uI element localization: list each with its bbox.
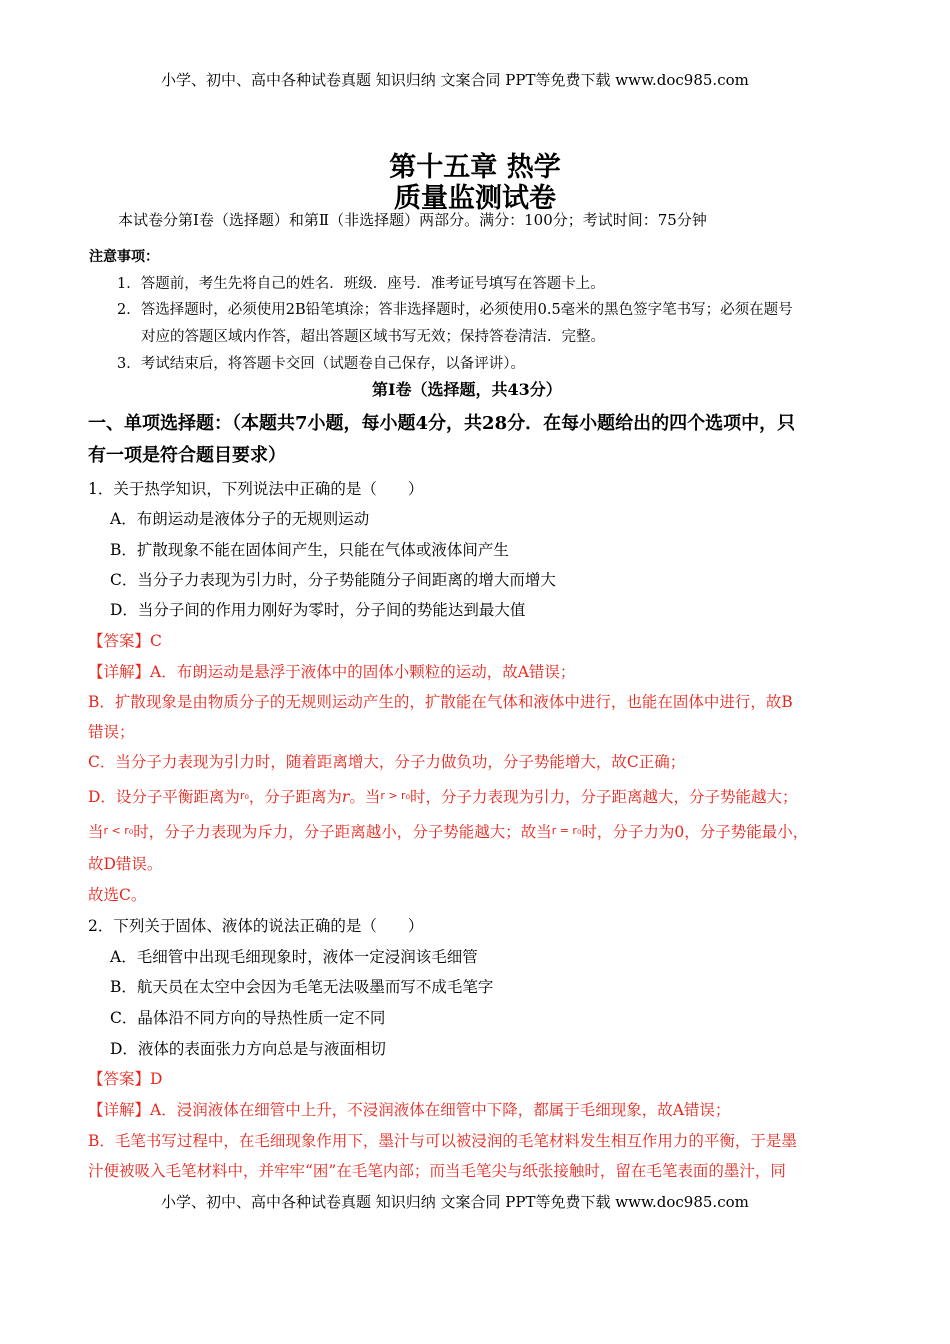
question-1-detail-c: C．当分子力表现为引力时，随着距离增大，分子力做负功，分子势能增大，故C正确； [88,753,686,771]
detail-label: 【详解】 [88,1101,151,1119]
exam-title: 第十五章 热学 [389,152,561,183]
question-2-detail-b: B．毛笔书写过程中，在毛细现象作用下，墨汁与可以被浸润的毛笔材料发生相互作用力的平衡，于是墨 [88,1132,797,1150]
detail-label: 【详解】 [88,663,151,681]
note-item: 1．答题前，考生先将自己的姓名．班级．座号．准考证号填写在答题卡上。 [117,276,605,292]
math-r-gt-r0: r > r₀ [380,789,410,802]
question-1-detail-d-end: 故D错误。 [88,855,163,873]
text-run: 。当 [349,788,381,806]
text-run: 当 [88,823,104,841]
note-item: 3．考试结束后，将答题卡交回（试题卷自己保存，以备评讲）。 [117,356,525,372]
part-heading-cont: 有一项是符合题目要求） [88,445,286,466]
math-r-lt-r0: r < r₀ [103,824,134,837]
question-1-detail-b: B．扩散现象是由物质分子的无规则运动产生的，扩散能在气体和液体中进行，也能在固体中进行，故B [88,693,793,711]
question-2-option-b: B．航天员在太空中会因为毛笔无法吸墨而写不成毛笔字 [110,978,494,996]
detail-text: A．布朗运动是悬浮于液体中的固体小颗粒的运动，故A错误； [150,663,576,681]
question-1-option-b: B．扩散现象不能在固体间产生，只能在气体或液体间产生 [110,541,509,559]
question-1-option-a: A．布朗运动是液体分子的无规则运动 [110,510,370,528]
question-2-detail [88,1098,730,1120]
page-footer: 小学、初中、高中各种试卷真题 知识归纳 文案合同 PPT等免费下载 www.doc985.com [161,1193,749,1211]
text-run: D．设分子平衡距离为 [88,788,240,806]
question-2-answer: 【答案】D [88,1070,163,1088]
section-heading: 第Ⅰ卷（选择题，共43分） [372,380,562,399]
question-1-detail [88,660,575,682]
question-1-detail-d [88,785,798,807]
question-2-option-d: D．液体的表面张力方向总是与液面相切 [110,1040,386,1058]
exam-info: 本试卷分第Ⅰ卷（选择题）和第Ⅱ（非选择题）两部分。满分：100分；考试时间：75分钟 [118,211,707,229]
question-2-option-a: A．毛细管中出现毛细现象时，液体一定浸润该毛细管 [110,948,478,966]
note-item: 2．答选择题时，必须使用2B铅笔填涂；答非选择题时，必须使用0.5毫米的黑色签字笔书写；必须在题号 [117,302,793,318]
math-r0: r₀ [239,789,249,802]
question-1-detail-b-cont: 错误； [88,723,135,741]
part-heading: 一、单项选择题：（本题共7小题，每小题4分，共28分．在每小题给出的四个选项中，只 [88,413,796,434]
math-r: r [341,788,350,806]
exam-subtitle-title: 质量监测试卷 [394,183,556,214]
question-1-answer: 【答案】C [88,632,162,650]
question-1-option-c: C．当分子力表现为引力时，分子势能随分子间距离的增大而增大 [110,571,556,589]
question-2-stem: 2．下列关于固体、液体的说法正确的是（ ） [88,917,424,935]
note-item: 对应的答题区域内作答，超出答题区域书写无效；保持答卷清洁．完整。 [141,329,605,345]
notes-heading: 注意事项： [89,249,159,265]
question-2-option-c: C．晶体沿不同方向的导热性质一定不同 [110,1009,386,1027]
detail-text: A．浸润液体在细管中上升，不浸润液体在细管中下降，都属于毛细现象，故A错误； [150,1101,731,1119]
question-1-stem: 1．关于热学知识，下列说法中正确的是（ ） [88,480,424,498]
text-run: 时，分子力表现为引力，分子距离越大，分子势能越大； [410,788,798,806]
text-run: 时，分子力表现为斥力，分子距离越小，分子势能越大；故当 [133,823,552,841]
text-run: ，分子距离为 [248,788,342,806]
question-1-option-d: D．当分子间的作用力刚好为零时，分子间的势能达到最大值 [110,601,526,619]
page-header: 小学、初中、高中各种试卷真题 知识归纳 文案合同 PPT等免费下载 www.doc985.com [161,71,749,89]
math-r-eq-r0: r = r₀ [551,824,582,837]
text-run: 时，分子力为0，分子势能最小， [581,823,809,841]
question-1-conclusion: 故选C。 [88,886,147,904]
question-2-detail-b-cont: 汁便被吸入毛笔材料中，并牢牢“困”在毛笔内部；而当毛笔尖与纸张接触时，留在毛笔表面的墨汁，同 [88,1162,786,1180]
question-1-detail-d-cont [88,820,808,842]
